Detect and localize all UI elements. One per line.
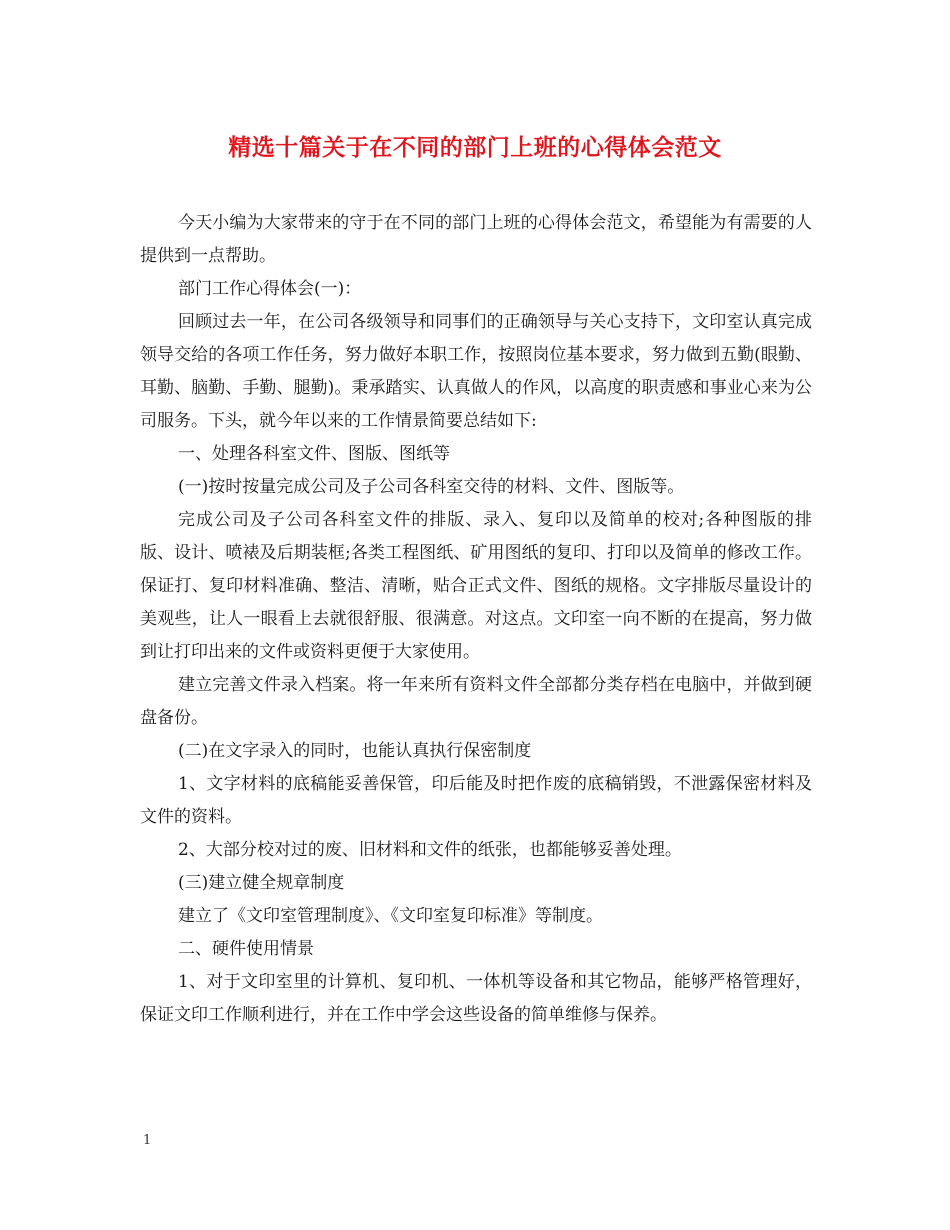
subsection-heading: (一)按时按量完成公司及子公司各科室交待的材料、文件、图版等。 — [178, 477, 685, 497]
paragraph: 回顾过去一年，在公司各级领导和同事们的正确领导与关心支持下，文印室认真完成领导交给的各项工作任务，努力做好本职工作，按照岗位基本要求，努力做到五勤(眼勤、耳勤、脑勤、手勤、腿勤)。秉承踏实、认真做人的作风，以高度的职责感和事业心来为公司服务。下头，就今年以来的工作情景简要总结如下: — [140, 312, 812, 431]
list-item: 2、大部分校对过的废、旧材料和文件的纸张，也都能够妥善处理。 — [178, 840, 682, 860]
section-heading: 二、硬件使用情景 — [178, 939, 314, 959]
paragraph: 完成公司及子公司各科室文件的排版、录入、复印以及简单的校对;各种图版的排版、设计、喷裱及后期装框;各类工程图纸、矿用图纸的复印、打印以及简单的修改工作。保证打、复印材料准确、整洁、清晰，贴合正式文件、图纸的规格。文字排版尽量设计的美观些，让人一眼看上去就很舒服、很满意。对这点。文印室一向不断的在提高，努力做到让打印出来的文件或资料更便于大家使用。 — [140, 510, 812, 662]
paragraph: 今天小编为大家带来的守于在不同的部门上班的心得体会范文，希望能为有需要的人提供到一点帮助。 — [140, 213, 812, 266]
paragraph: 建立完善文件录入档案。将一年来所有资料文件全部都分类存档在电脑中，并做到硬盘备份。 — [140, 675, 812, 728]
list-item: 1、文字材料的底稿能妥善保管，印后能及时把作废的底稿销毁，不泄露保密材料及文件的资料。 — [140, 774, 812, 827]
subsection-heading: (三)建立健全规章制度 — [178, 873, 345, 893]
page-number: 1 — [143, 1133, 152, 1148]
document-title: 精选十篇关于在不同的部门上班的心得体会范文 — [228, 134, 722, 161]
list-item: 1、对于文印室里的计算机、复印机、一体机等设备和其它物品，能够严格管理好，保证文印工作顺利进行，并在工作中学会这些设备的简单维修与保养。 — [140, 972, 812, 1025]
section-heading: 一、处理各科室文件、图版、图纸等 — [178, 444, 450, 464]
subsection-heading: (二)在文字录入的同时，也能认真执行保密制度 — [178, 741, 532, 761]
document-body — [140, 207, 812, 1032]
paragraph: 部门工作心得体会(一)： — [178, 279, 362, 299]
paragraph: 建立了《文印室管理制度》、《文印室复印标准》等制度。 — [178, 906, 603, 926]
